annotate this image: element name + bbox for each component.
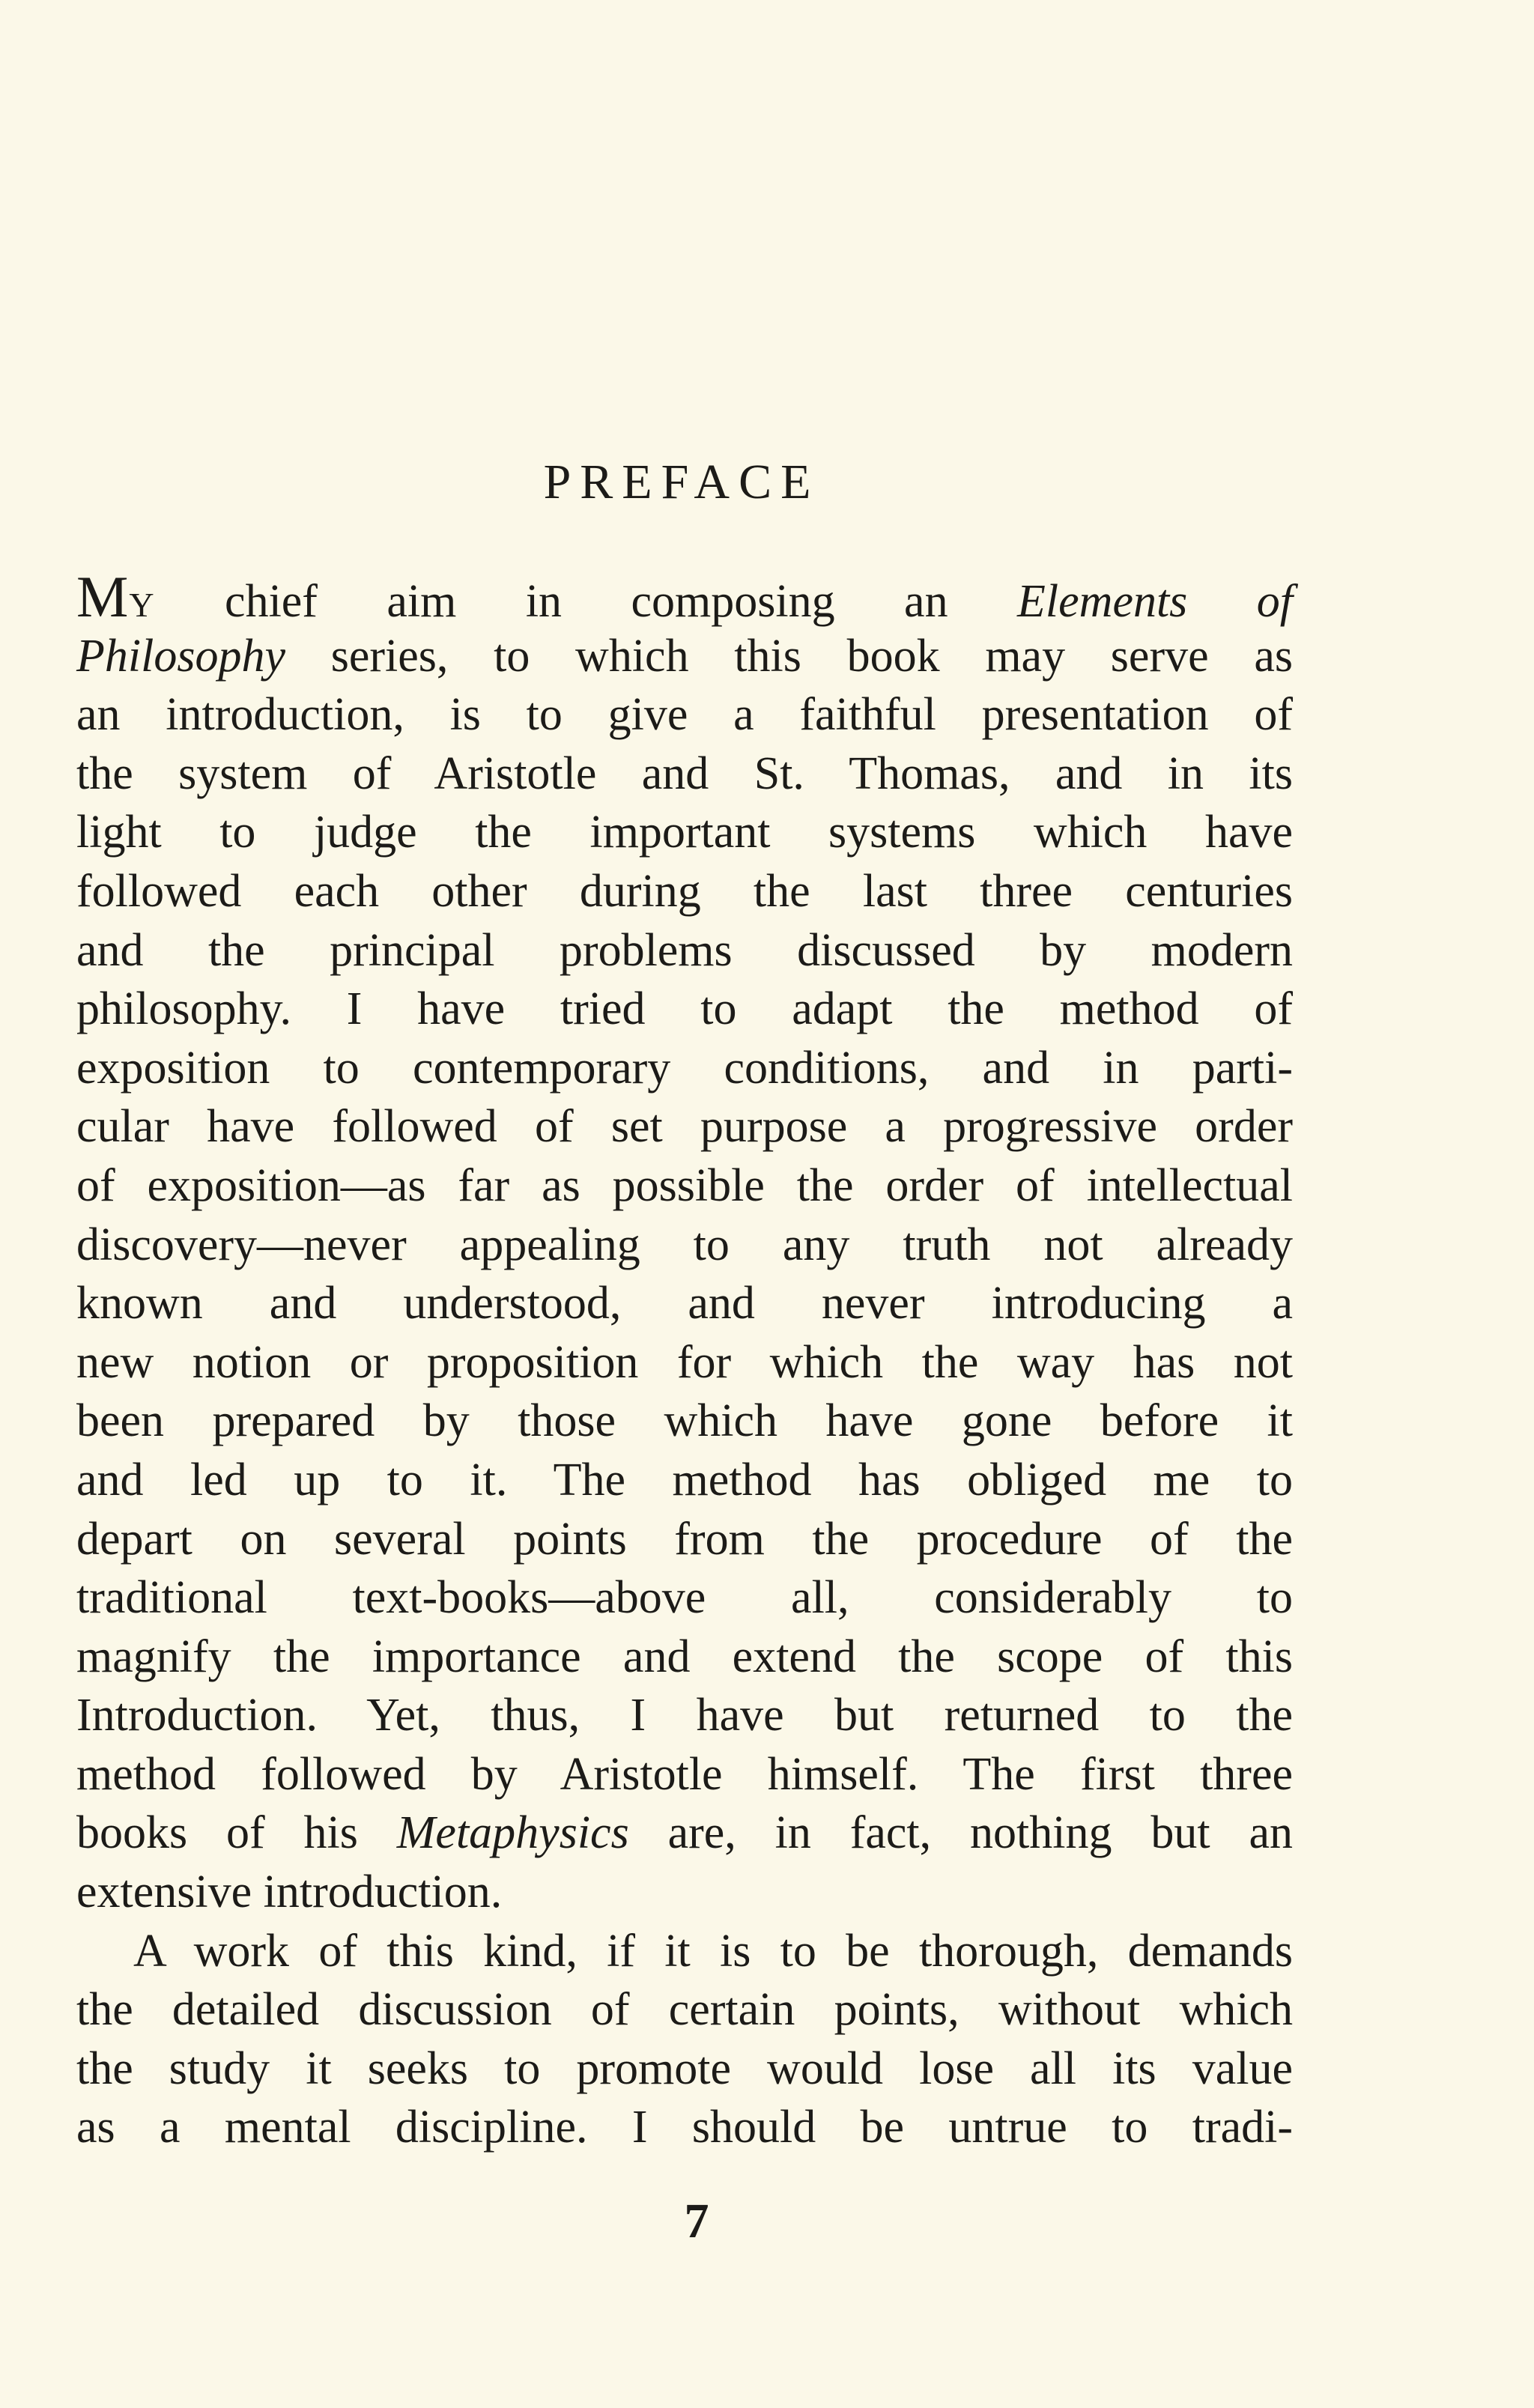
- text-line: Introduction. Yet, thus, I have but returned to the: [76, 1690, 1293, 1741]
- text-line: and led up to it. The method has obliged me to: [76, 1454, 1293, 1505]
- text-line: known and understood, and never introducing a: [76, 1278, 1293, 1329]
- italic-title: Metaphysics: [396, 1807, 629, 1859]
- text-line: the detailed discussion of certain points, without which: [76, 1984, 1293, 2036]
- text-line: A work of this kind, if it is to be thorough, demands: [133, 1925, 1293, 1977]
- page-number: 7: [684, 2194, 709, 2248]
- text-line: the study it seeks to promote would lose all its value: [76, 2042, 1293, 2094]
- text-line: and the principal problems discussed by modern: [76, 924, 1293, 976]
- small-caps: Y: [129, 586, 156, 624]
- text-line: of exposition—as far as possible the order of intellectual: [76, 1159, 1293, 1211]
- text-line: MY chief aim in composing an Elements of: [76, 564, 1293, 629]
- italic-title: Philosophy: [76, 630, 285, 682]
- text-line: been prepared by those which have gone before it: [76, 1395, 1293, 1447]
- text-line: method followed by Aristotle himself. The first three: [76, 1748, 1293, 1800]
- text-line: new notion or proposition for which the way has not: [76, 1336, 1293, 1388]
- drop-cap: M: [76, 564, 130, 629]
- text-line: cular have followed of set purpose a progressive order: [76, 1101, 1293, 1153]
- text-line: exposition to contemporary conditions, and in parti-: [76, 1042, 1293, 1094]
- preface-text: [76, 564, 1293, 2157]
- text-line: philosophy. I have tried to adapt the method of: [76, 983, 1293, 1035]
- text-line: discovery—never appealing to any truth not already: [76, 1219, 1293, 1270]
- italic-title: Elements of: [1017, 576, 1293, 627]
- text-line: Philosophy series, to which this book may serve as: [76, 630, 1293, 682]
- text-line: depart on several points from the procedure of the: [76, 1513, 1293, 1565]
- text-line: followed each other during the last three centuries: [76, 865, 1293, 917]
- text-line: magnify the importance and extend the scope of this: [76, 1631, 1293, 1682]
- text-line: as a mental discipline. I should be untrue to tradi-: [76, 2102, 1293, 2153]
- page-heading: PREFACE: [543, 455, 820, 509]
- text-line: traditional text-books—above all, considerably to: [76, 1572, 1293, 1624]
- text-line: the system of Aristotle and St. Thomas, and in its: [76, 747, 1293, 799]
- text-line: extensive introduction.: [76, 1866, 503, 1918]
- text-line: books of his Metaphysics are, in fact, nothing but an: [76, 1807, 1293, 1859]
- text-line: an introduction, is to give a faithful presentation of: [76, 689, 1293, 741]
- text-line: light to judge the important systems which have: [76, 807, 1293, 858]
